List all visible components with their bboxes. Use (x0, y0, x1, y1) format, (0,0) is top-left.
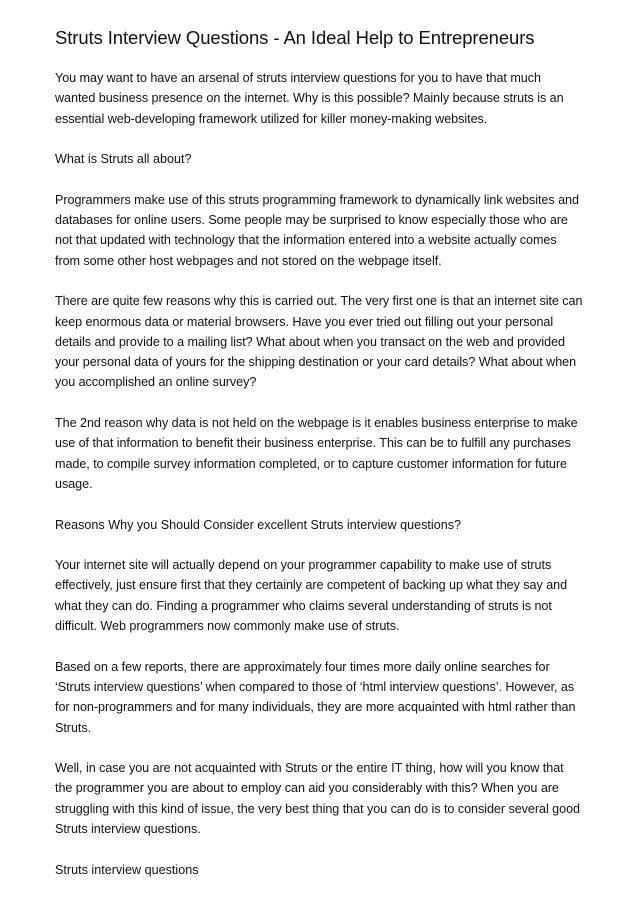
section-heading-struts-interview-questions: Struts interview questions (55, 862, 199, 877)
section-heading-reasons-why: Reasons Why you Should Consider excellent Struts interview questions? (55, 517, 462, 532)
paragraph-reports: Based on a few reports, there are approximately four times more daily online searches for ‘Struts interview questions’ when compared to those of ‘html interview questions’. However, as for non-programmers and for many individuals, they are more acquainted with html rather than Struts. (55, 659, 576, 735)
paragraph-reasons: There are quite few reasons why this is carried out. The very first one is that an internet site can keep enormous data or material browsers. Have you ever tried out filling out your personal details and provide to a mailing list? What about when you transact on the web and provided your personal data of yours for the shipping destination or your card details? What about when you accomplished an online survey? (55, 294, 583, 390)
paragraph-internet-site: Your internet site will actually depend on your programmer capability to make use of struts effectively, just ensure first that they certainly are competent of backing up what they say and what they can do. Finding a programmer who claims several understanding of struts is not difficult. Web programmers now commonly make use of struts. (55, 558, 568, 634)
paragraph-not-acquainted: Well, in case you are not acquainted with Struts or the entire IT thing, how will you know that the programmer you are about to employ can aid you considerably with this? When you are struggling with this kind of issue, the very best thing that you can do is to consider several good Struts interview questions. (55, 761, 580, 836)
document-title: Struts Interview Questions - An Ideal Help to Entrepreneurs (55, 27, 535, 48)
intro-paragraph: You may want to have an arsenal of struts interview questions for you to have that much wanted business presence on the internet. Why is this possible? Mainly because struts is an essential web-developing framework utilized for killer money-making websites. (55, 71, 564, 126)
document-page (55, 26, 583, 900)
paragraph-second-reason: The 2nd reason why data is not held on the webpage is it enables business enterprise to make use of that information to benefit their business enterprise. This can be to fulfill any purchases made, to compile survey information completed, or to capture customer information for future usage. (55, 416, 578, 491)
paragraph-programmers: Programmers make use of this struts programming framework to dynamically link websites and databases for online users. Some people may be surprised to know especially those who are not that updated with technology that the information entered into a website actually comes from some other host webpages and not stored on the webpage itself. (55, 192, 579, 268)
section-heading-what-is-struts: What is Struts all about? (55, 152, 192, 167)
